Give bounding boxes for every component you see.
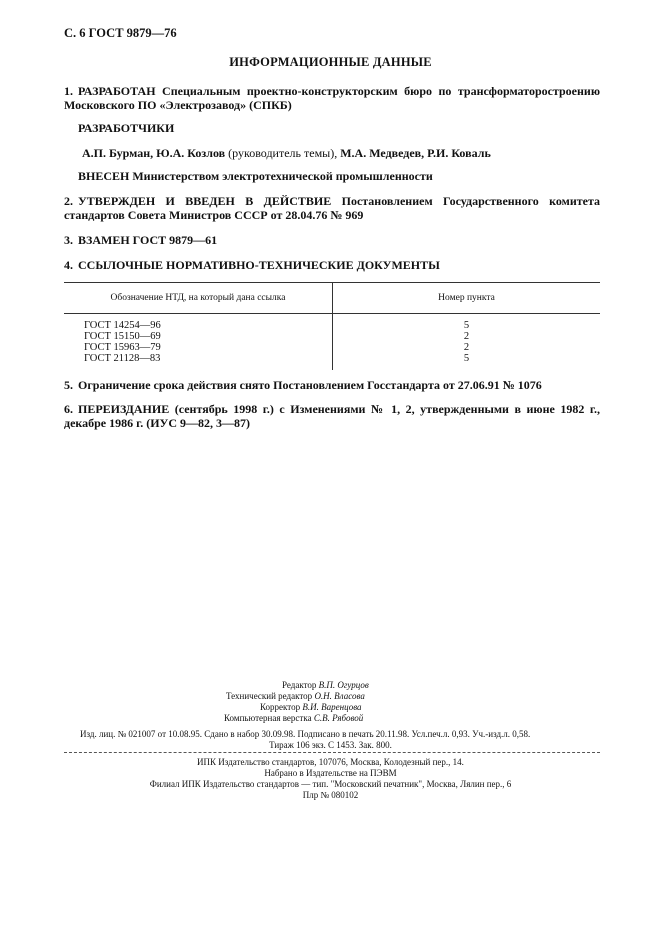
credit-corrector [260,702,661,713]
item-lead: РАЗРАБОТАН [78,84,156,98]
cell-document: ГОСТ 15150—69 [64,331,333,342]
developer-names-a: А.П. Бурман, Ю.А. Козлов [82,146,226,160]
developer-names-b: М.А. Медведев, Р.И. Коваль [340,146,491,160]
item-text: Ограничение срока действия снято Постановлением Госстандарта от 27.06.91 № 1076 [78,378,542,392]
table-row [64,342,600,353]
references-table [64,282,600,370]
item-approved [64,194,600,222]
credit-label: Редактор [282,680,317,690]
imprint-line-2: Тираж 106 экз. С 1453. Зак. 800. [269,740,392,750]
cell-document: ГОСТ 15963—79 [64,342,333,353]
publisher-line-2: Набрано в Издательстве на ПЭВМ [264,768,397,778]
item-number: 2. [64,194,73,208]
cell-document: ГОСТ 21128—83 [64,353,333,370]
cell-clause: 2 [463,342,470,353]
item-references [64,258,600,272]
item-number: 6. [64,402,73,416]
introduced-text: Министерством электротехнической промышленности [132,169,433,183]
item-text: Специальным проектно-конструкторским бюро по трансформаторостроению Московского ПО «Электрозавод» (СПКБ) [64,84,601,112]
item-text: (сентябрь 1998 г.) с Изменениями № 1, 2, утвержденными в июне 1982 г., декабре 1986 г. (ИУС 9—82, 3—87) [64,402,600,430]
item-validity [64,378,600,392]
credit-person: О.Н. Власова [314,691,365,701]
table-row [64,314,600,332]
item-text: Постановлением Государственного комитета стандартов Совета Министров СССР от 28.04.76 № 969 [64,194,600,222]
developers-label: РАЗРАБОТЧИКИ [78,121,175,135]
table-row [64,331,600,342]
credit-layout [224,713,661,724]
column-header-document: Обозначение НТД, на который дана ссылка [64,283,333,314]
item-text: ВЗАМЕН ГОСТ 9879—61 [78,233,218,247]
introduced-lead: ВНЕСЕН [78,169,130,183]
credit-label: Компьютерная верстка [224,713,312,723]
publisher-line-3: Филиал ИПК Издательство стандартов — тип. "Московский печатник", Москва, Лялин пер., 6 [149,779,512,789]
publisher-line-1: ИПК Издательство стандартов, 107076, Москва, Колодезный пер., 14. [197,757,464,767]
page-title: ИНФОРМАЦИОННЫЕ ДАННЫЕ [229,55,432,69]
publisher-line-4: Плр № 080102 [302,790,359,800]
item-number: 4. [64,258,73,272]
developer-role: (руководитель темы), [228,146,338,160]
credit-person: В.П. Огурцов [318,680,369,690]
credit-person: В.И. Варенцова [302,702,362,712]
credit-editor [282,680,661,691]
item-lead: ПЕРЕИЗДАНИЕ [78,402,170,416]
item-number: 1. [64,84,73,98]
cell-document: ГОСТ 14254—96 [64,314,333,332]
credit-person: С.В. Рябовой [313,713,364,723]
credits-block [0,680,661,724]
item-number: 5. [64,378,73,392]
item-replaces [64,233,600,247]
item-lead: УТВЕРЖДЕН И ВВЕДЕН В ДЕЙСТВИЕ [78,194,332,208]
table-header-row [64,283,600,314]
item-number: 3. [64,233,73,247]
cell-clause: 5 [463,320,470,331]
page-header: С. 6 ГОСТ 9879—76 [64,26,177,40]
cell-clause: 5 [463,353,470,364]
credit-label: Корректор [260,702,301,712]
item-text: ССЫЛОЧНЫЕ НОРМАТИВНО-ТЕХНИЧЕСКИЕ ДОКУМЕНТЫ [78,258,440,272]
divider [64,752,600,753]
table-row [64,353,600,370]
column-header-clause: Номер пункта [333,283,601,314]
cell-clause: 2 [463,331,470,342]
developers-list [64,146,618,160]
imprint-line-1: Изд. лиц. № 021007 от 10.08.95. Сдано в набор 30.09.98. Подписано в печать 20.11.98. Усл.печ.л. 0,93. Уч.-изд.л. 0,58. [80,729,531,739]
introduced-line [64,169,614,183]
item-developed [64,84,600,112]
credit-tech-editor [226,691,661,702]
item-reissue [64,402,600,430]
credit-label: Технический редактор [226,691,313,701]
